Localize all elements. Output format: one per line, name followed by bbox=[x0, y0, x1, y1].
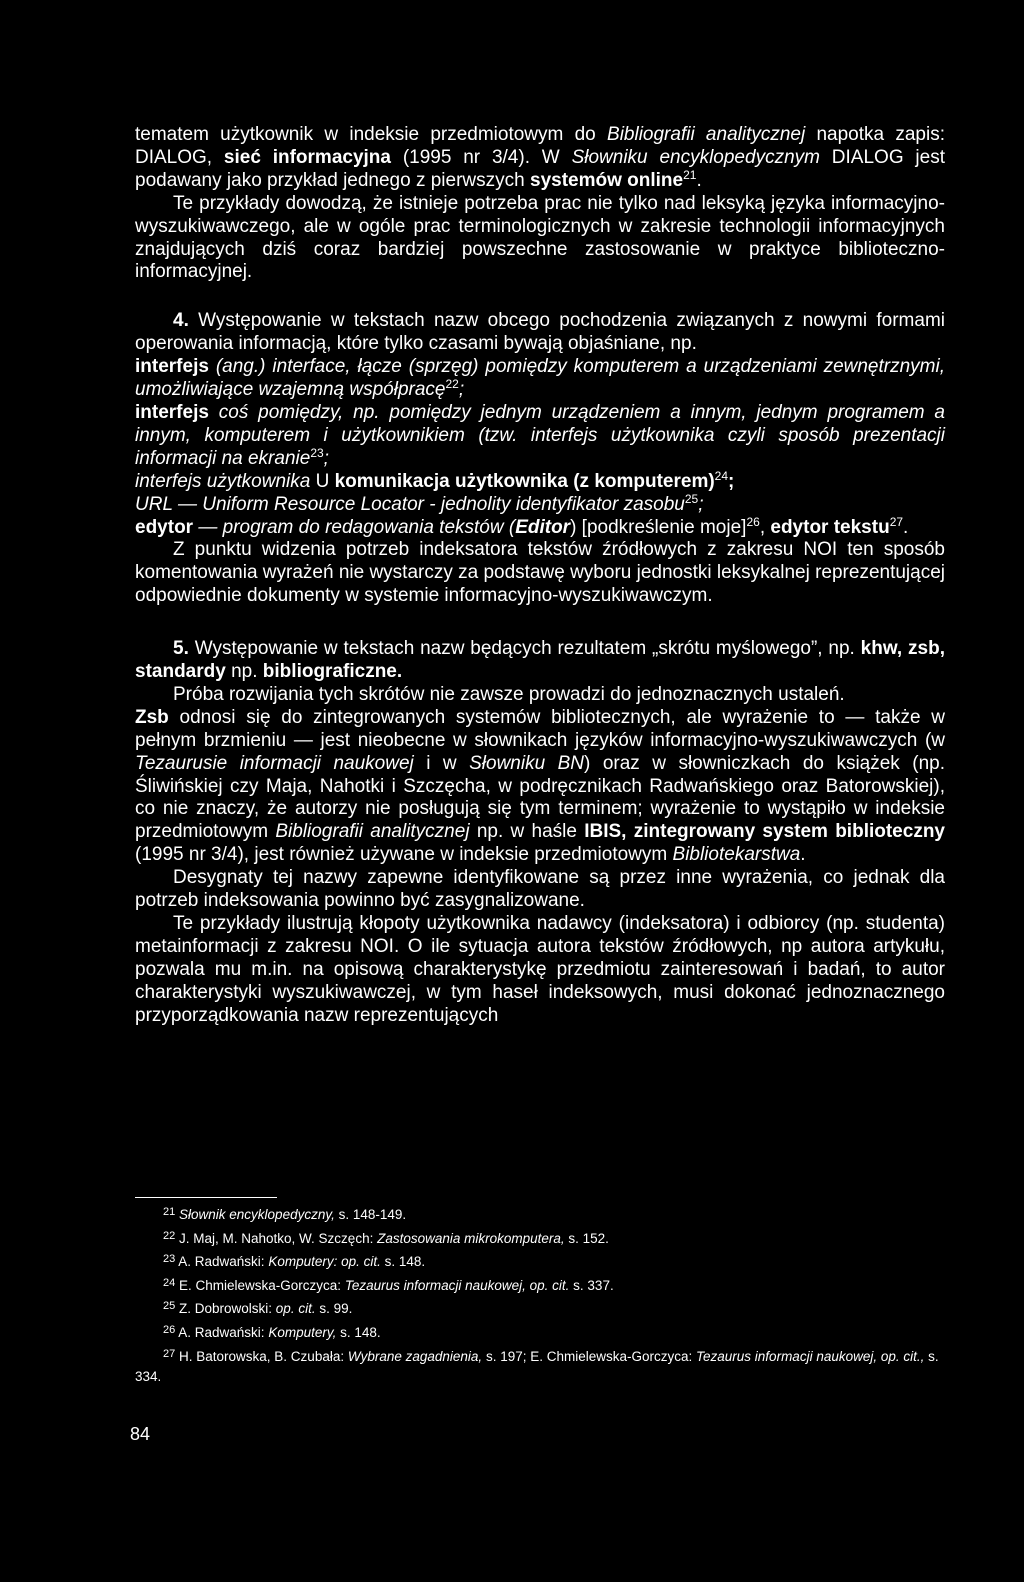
text: s. 148. bbox=[380, 1254, 426, 1270]
text: s. 337. bbox=[569, 1277, 614, 1293]
paragraph-2: Te przykłady dowodzą, że istnieje potrzeba prac nie tylko nad leksyką języka informacyjno-wyszukiwawczego, ale w ogóle prac terminologicznych w zakresie technologii informacyjnych znajdujących dziś coraz bardziej powszechne zastosowanie w praktyce biblioteczno-informacyjnej. bbox=[135, 192, 945, 283]
paragraph-14: Te przykłady ilustrują kłopoty użytkownika nadawcy (indeksatora) i odbiorcy (np. studenta) metainformacji z zakresu NOI. O ile sytuacja autora tekstów źródłowych, np autora artykułu, pozwala mu m.in. na opisową charakterystykę przedmiotu zainteresowań i badań, to autor charakterystyki wyszukiwawczej, w tym haseł indeksowych, musi dokonać jednoznacznego przyporządkowania nazw reprezentujących bbox=[135, 913, 945, 1026]
title-italic: Słownik encyklopedyczny, bbox=[179, 1207, 335, 1222]
text: H. Batorowska, B. Czubała: bbox=[179, 1348, 348, 1364]
footnote-ref: 22 bbox=[445, 377, 459, 392]
footnote-21 bbox=[135, 1202, 945, 1226]
text: np. w haśle bbox=[469, 821, 585, 843]
definition-interfejs-2 bbox=[135, 402, 945, 471]
text: s. 99. bbox=[315, 1301, 353, 1317]
term-bold: Zsb bbox=[135, 706, 169, 728]
footnote-ref: 24 bbox=[714, 468, 729, 483]
text: . bbox=[903, 516, 909, 538]
title-italic: Komputery: op. cit. bbox=[268, 1254, 381, 1270]
footnote-24 bbox=[135, 1273, 945, 1297]
text: s. 334. bbox=[135, 1348, 939, 1385]
definition-interfejs-1 bbox=[135, 356, 945, 402]
footnote-number: 24 bbox=[163, 1276, 176, 1289]
title-italic: Bibliografii analitycznej bbox=[607, 124, 806, 145]
text: s. 148-149. bbox=[334, 1207, 407, 1222]
text: ) oraz w słowniczkach do książek (np. Śliwińskiej czy Maja, Nahotki i Szczęcha, w podręcznikach Radwańskiego oraz Batorowskiej), co nie znaczy, że autorzy nie posługują się tym terminem; wyrażenie to wystąpiło w indeksie przedmiotowym bbox=[135, 752, 946, 843]
section-number: 5. bbox=[173, 638, 189, 660]
text: , bbox=[759, 516, 771, 538]
term-bold: khw, zsb, standardy bbox=[135, 638, 945, 683]
definition-italic: — program do redagowania tekstów ( bbox=[193, 516, 516, 538]
title-italic: Komputery, bbox=[268, 1324, 337, 1340]
definition-interfejs-uzytkownika bbox=[135, 468, 945, 494]
text: A. Radwański: bbox=[178, 1324, 269, 1340]
text: odnosi się do zintegrowanych systemów bibliotecznych, ale wyrażenie to — także w pełnym brzmieniu — jest nieobecne w słownikach języków informacyjno-wyszukiwawczych (w bbox=[135, 706, 945, 751]
text: ; bbox=[323, 447, 329, 469]
text: Występowanie w tekstach nazw obcego pochodzenia związanych z nowymi formami operowania informacją, które tylko czasami bywają objaśniane, np. bbox=[135, 310, 945, 355]
text: (1995 nr 3/4), jest również używane w indeksie przedmiotowym bbox=[135, 844, 673, 866]
footnote-number: 21 bbox=[163, 1206, 176, 1218]
footnote-number: 23 bbox=[163, 1253, 176, 1266]
footnote-number: 27 bbox=[163, 1347, 176, 1360]
footnote-divider bbox=[135, 1197, 277, 1198]
footnote-22 bbox=[135, 1226, 945, 1250]
term-bold: IBIS, zintegrowany system biblioteczny bbox=[584, 821, 945, 843]
text: s. 152. bbox=[564, 1230, 609, 1246]
title-italic: Bibliografii analitycznej bbox=[275, 821, 470, 843]
footnote-26 bbox=[135, 1320, 945, 1344]
term-bold: komunikacja użytkownika (z komputerem) bbox=[334, 470, 715, 492]
title-italic: Tezaurus informacji naukowej, op. cit. bbox=[344, 1277, 570, 1293]
text: Z. Dobrowolski: bbox=[179, 1301, 276, 1317]
footnote-number: 22 bbox=[163, 1229, 176, 1242]
text: ) [podkreślenie moje] bbox=[570, 516, 747, 538]
paragraph-3 bbox=[135, 310, 945, 356]
term-bold: edytor tekstu bbox=[770, 516, 890, 538]
text: s. 197; E. Chmielewska-Gorczyca: bbox=[482, 1348, 697, 1364]
definition-italic: (ang.) interface, łącze (sprzęg) pomiędzy komputerem a urządzeniami zewnętrznymi, umożliwiające wzajemną współpracę bbox=[135, 356, 945, 401]
text: . bbox=[696, 169, 702, 191]
definition-italic: coś pomiędzy, np. pomiędzy jednym urządzeniem a innym, jednym programem a innym, komputerem i użytkownikiem (tzw. interfejs użytkownika czyli sposób prezentacji informacji na ekranie bbox=[135, 401, 945, 469]
text: tematem użytkownik w indeksie przedmiotowym do bbox=[135, 124, 608, 145]
text: ; bbox=[728, 470, 735, 492]
definition-italic: — Uniform Resource Locator - jednolity identyfikator zasobu bbox=[172, 493, 685, 515]
footnote-ref: 27 bbox=[889, 514, 904, 529]
footnote-ref: 21 bbox=[683, 167, 697, 182]
spacer bbox=[135, 608, 945, 638]
term-italic: URL bbox=[135, 493, 173, 515]
footnote-ref: 26 bbox=[746, 514, 760, 529]
term-bold: interfejs bbox=[135, 401, 209, 423]
paragraph-1 bbox=[135, 124, 945, 193]
text: Występowanie w tekstach nazw będących rezultatem „skrótu myślowego”, np. bbox=[188, 638, 861, 660]
paragraph-11: Próba rozwijania tych skrótów nie zawsze prowadzi do jednoznacznych ustaleń. bbox=[173, 683, 845, 705]
term-bold: interfejs bbox=[135, 356, 209, 378]
term-bold-italic: Editor bbox=[515, 516, 571, 538]
title-italic: Wybrane zagadnienia, bbox=[347, 1348, 483, 1364]
text: A. Radwański: bbox=[178, 1254, 269, 1270]
paragraph-9: Z punktu widzenia potrzeb indeksatora tekstów źródłowych z zakresu NOI ten sposób komentowania wyrażeń nie wystarczy za podstawę wyboru jednostki leksykalnej reprezentującej odpowiednie dokumenty w systemie informacyjno-wyszukiwawczym. bbox=[135, 539, 946, 607]
term-bold: sieć informacyjna bbox=[223, 146, 391, 168]
footnote-number: 25 bbox=[163, 1300, 176, 1313]
text: np. bbox=[225, 661, 263, 683]
term-bold: edytor bbox=[135, 516, 194, 538]
text: U bbox=[310, 470, 335, 492]
text: ; bbox=[458, 379, 465, 401]
definition-url bbox=[135, 491, 945, 517]
title-italic: op. cit. bbox=[275, 1301, 316, 1317]
title-italic: Tezaurus informacji naukowej, op. cit., bbox=[696, 1348, 925, 1364]
text: DIALOG jest podawany jako przykład jednego z pierwszych bbox=[135, 146, 945, 191]
title-italic: Zastosowania mikrokomputera, bbox=[377, 1230, 565, 1246]
title-italic: Słowniku encyklopedycznym bbox=[571, 146, 820, 168]
footnote-23 bbox=[135, 1249, 945, 1273]
page-body bbox=[135, 124, 945, 1028]
paragraph-12 bbox=[135, 707, 945, 867]
footnotes bbox=[135, 1202, 945, 1388]
text: (1995 nr 3/4). W bbox=[390, 146, 572, 168]
definition-edytor bbox=[135, 514, 945, 540]
footnote-ref: 23 bbox=[310, 445, 324, 460]
text: J. Maj, M. Nahotko, W. Szczęch: bbox=[179, 1230, 378, 1246]
title-italic: Tezaurusie informacji naukowej bbox=[135, 752, 414, 774]
term-bold: systemów online bbox=[530, 169, 684, 191]
text: s. 148. bbox=[336, 1324, 381, 1340]
footnote-25 bbox=[135, 1296, 945, 1320]
title-italic: Słowniku BN bbox=[469, 752, 585, 774]
term-bold: bibliograficzne. bbox=[262, 661, 403, 683]
footnote-number: 26 bbox=[163, 1323, 176, 1336]
section-number: 4. bbox=[173, 310, 189, 332]
text: ; bbox=[698, 493, 704, 515]
text: napotka zapis: DIALOG, bbox=[135, 124, 945, 168]
text: E. Chmielewska-Gorczyca: bbox=[179, 1277, 345, 1293]
page-number: 84 bbox=[130, 1424, 151, 1444]
text: . bbox=[800, 844, 806, 866]
title-italic: Bibliotekarstwa bbox=[672, 844, 801, 866]
footnote-27 bbox=[135, 1344, 945, 1388]
paragraph-10 bbox=[135, 638, 945, 684]
spacer bbox=[135, 284, 945, 310]
footnote-ref: 25 bbox=[684, 491, 699, 506]
paragraph-13: Desygnaty tej nazwy zapewne identyfikowane są przez inne wyrażenia, co jednak dla potrzeb indeksowania powinno być zasygnalizowane. bbox=[135, 867, 945, 912]
text: i w bbox=[413, 752, 470, 774]
term-italic: interfejs użytkownika bbox=[135, 470, 311, 492]
